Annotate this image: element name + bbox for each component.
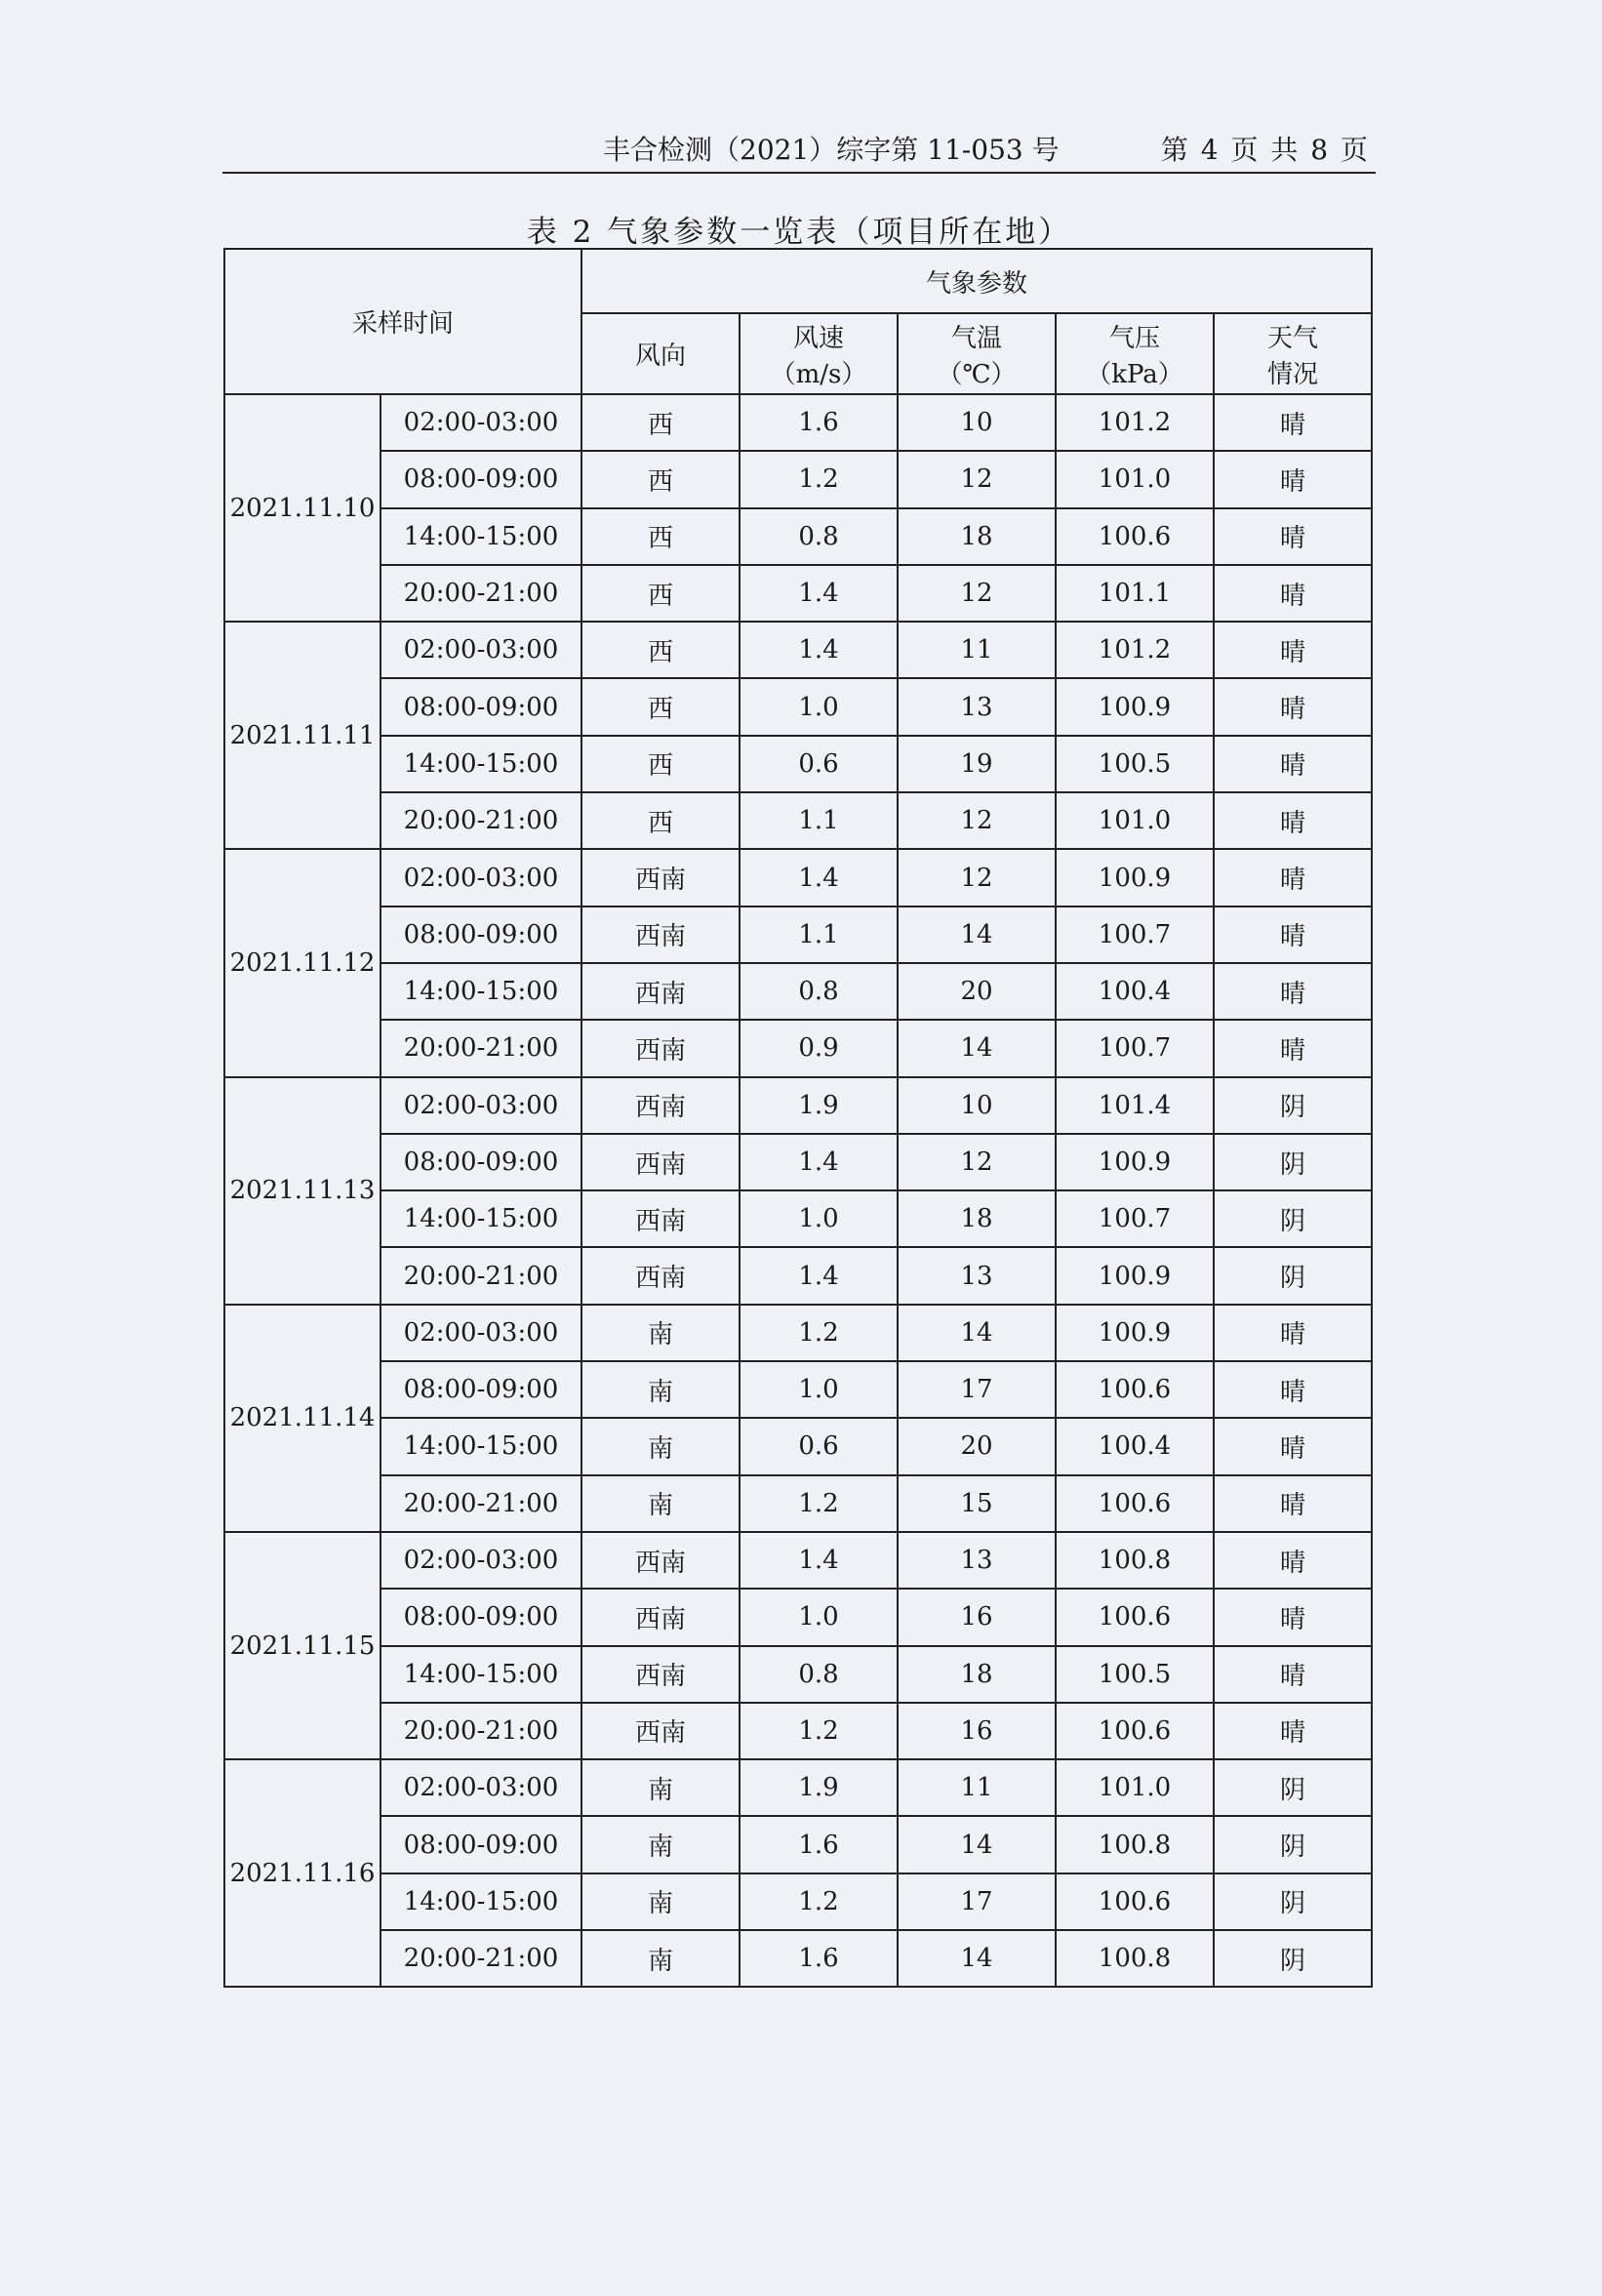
wind-direction-cell: 南 bbox=[581, 1759, 740, 1816]
wind-speed-cell: 1.0 bbox=[740, 678, 898, 735]
page-header bbox=[222, 125, 1376, 174]
date-cell: 2021.11.12 bbox=[224, 849, 380, 1076]
date-cell: 2021.11.16 bbox=[224, 1759, 380, 1987]
meteorological-table bbox=[223, 248, 1373, 1988]
header-temperature bbox=[898, 313, 1056, 394]
time-cell: 20:00-21:00 bbox=[380, 792, 581, 849]
temperature-cell: 17 bbox=[898, 1873, 1056, 1930]
time-cell: 08:00-09:00 bbox=[380, 1134, 581, 1190]
wind-speed-cell: 1.4 bbox=[740, 849, 898, 906]
wind-speed-cell: 0.8 bbox=[740, 963, 898, 1020]
table-row bbox=[224, 1475, 1372, 1532]
temperature-cell: 18 bbox=[898, 1190, 1056, 1247]
weather-cell: 晴 bbox=[1214, 1646, 1372, 1703]
table-row bbox=[224, 1816, 1372, 1873]
temperature-cell: 14 bbox=[898, 1816, 1056, 1873]
temperature-cell: 20 bbox=[898, 963, 1056, 1020]
wind-direction-cell: 西 bbox=[581, 451, 740, 507]
wind-speed-cell: 1.4 bbox=[740, 622, 898, 678]
header-meteorological-params: 气象参数 bbox=[581, 249, 1372, 313]
time-cell: 14:00-15:00 bbox=[380, 736, 581, 792]
weather-cell: 晴 bbox=[1214, 394, 1372, 451]
wind-speed-cell: 1.9 bbox=[740, 1077, 898, 1134]
wind-speed-cell: 0.9 bbox=[740, 1020, 898, 1076]
wind-speed-cell: 1.6 bbox=[740, 1816, 898, 1873]
pressure-cell: 100.9 bbox=[1056, 1247, 1214, 1304]
pressure-cell: 101.2 bbox=[1056, 622, 1214, 678]
pressure-label: 气压 bbox=[1108, 323, 1160, 353]
table-row bbox=[224, 792, 1372, 849]
weather-cell: 阴 bbox=[1214, 1077, 1372, 1134]
wind-direction-cell: 西南 bbox=[581, 1532, 740, 1589]
wind-direction-cell: 西南 bbox=[581, 1247, 740, 1304]
weather-cell: 晴 bbox=[1214, 508, 1372, 565]
wind-direction-cell: 西南 bbox=[581, 1646, 740, 1703]
weather-cell: 晴 bbox=[1214, 906, 1372, 963]
pressure-cell: 100.5 bbox=[1056, 1646, 1214, 1703]
weather-cell: 晴 bbox=[1214, 1532, 1372, 1589]
time-cell: 14:00-15:00 bbox=[380, 1873, 581, 1930]
weather-cell: 晴 bbox=[1214, 1475, 1372, 1532]
wind-speed-cell: 1.4 bbox=[740, 1134, 898, 1190]
temperature-cell: 18 bbox=[898, 508, 1056, 565]
wind-direction-cell: 西南 bbox=[581, 1077, 740, 1134]
time-cell: 20:00-21:00 bbox=[380, 1020, 581, 1076]
pressure-cell: 100.8 bbox=[1056, 1930, 1214, 1987]
wind-direction-cell: 南 bbox=[581, 1305, 740, 1361]
time-cell: 14:00-15:00 bbox=[380, 1646, 581, 1703]
weather-cell: 阴 bbox=[1214, 1134, 1372, 1190]
wind-direction-cell: 南 bbox=[581, 1475, 740, 1532]
pressure-cell: 101.0 bbox=[1056, 451, 1214, 507]
time-cell: 08:00-09:00 bbox=[380, 906, 581, 963]
weather-cell: 阴 bbox=[1214, 1816, 1372, 1873]
table-row bbox=[224, 1134, 1372, 1190]
wind-direction-cell: 南 bbox=[581, 1930, 740, 1987]
weather-cell: 晴 bbox=[1214, 622, 1372, 678]
weather-cell: 晴 bbox=[1214, 678, 1372, 735]
pressure-cell: 101.0 bbox=[1056, 792, 1214, 849]
temperature-cell: 10 bbox=[898, 394, 1056, 451]
pressure-cell: 100.6 bbox=[1056, 1475, 1214, 1532]
weather-cell: 阴 bbox=[1214, 1873, 1372, 1930]
wind-speed-cell: 0.6 bbox=[740, 736, 898, 792]
date-cell: 2021.11.14 bbox=[224, 1305, 380, 1532]
time-cell: 02:00-03:00 bbox=[380, 394, 581, 451]
wind-speed-cell: 1.1 bbox=[740, 792, 898, 849]
time-cell: 02:00-03:00 bbox=[380, 849, 581, 906]
wind-direction-cell: 西 bbox=[581, 565, 740, 622]
time-cell: 02:00-03:00 bbox=[380, 1077, 581, 1134]
pressure-cell: 100.4 bbox=[1056, 963, 1214, 1020]
time-cell: 20:00-21:00 bbox=[380, 1247, 581, 1304]
weather-label-1: 天气 bbox=[1266, 323, 1318, 353]
pressure-cell: 100.7 bbox=[1056, 906, 1214, 963]
pressure-cell: 101.4 bbox=[1056, 1077, 1214, 1134]
temperature-cell: 12 bbox=[898, 565, 1056, 622]
weather-cell: 阴 bbox=[1214, 1190, 1372, 1247]
wind-speed-cell: 1.2 bbox=[740, 451, 898, 507]
wind-direction-cell: 南 bbox=[581, 1873, 740, 1930]
weather-cell: 晴 bbox=[1214, 451, 1372, 507]
wind-speed-cell: 1.4 bbox=[740, 1532, 898, 1589]
table-row bbox=[224, 1077, 1372, 1134]
temperature-cell: 18 bbox=[898, 1646, 1056, 1703]
pressure-cell: 101.2 bbox=[1056, 394, 1214, 451]
wind-direction-cell: 西南 bbox=[581, 1589, 740, 1645]
table-row bbox=[224, 1532, 1372, 1589]
date-cell: 2021.11.15 bbox=[224, 1532, 380, 1759]
wind-speed-cell: 1.2 bbox=[740, 1873, 898, 1930]
wind-direction-cell: 西南 bbox=[581, 1020, 740, 1076]
pressure-cell: 100.6 bbox=[1056, 1589, 1214, 1645]
date-cell: 2021.11.10 bbox=[224, 394, 380, 622]
table-row bbox=[224, 565, 1372, 622]
wind-direction-cell: 西南 bbox=[581, 906, 740, 963]
pressure-cell: 100.9 bbox=[1056, 849, 1214, 906]
weather-cell: 晴 bbox=[1214, 1361, 1372, 1418]
pressure-unit: （kPa） bbox=[1086, 359, 1183, 389]
temperature-cell: 10 bbox=[898, 1077, 1056, 1134]
table-row bbox=[224, 1873, 1372, 1930]
pressure-cell: 100.6 bbox=[1056, 1703, 1214, 1759]
table-row bbox=[224, 963, 1372, 1020]
table-row bbox=[224, 1930, 1372, 1987]
table-row bbox=[224, 736, 1372, 792]
time-cell: 02:00-03:00 bbox=[380, 1759, 581, 1816]
pressure-cell: 101.1 bbox=[1056, 565, 1214, 622]
temperature-cell: 12 bbox=[898, 451, 1056, 507]
time-cell: 20:00-21:00 bbox=[380, 565, 581, 622]
wind-speed-cell: 0.8 bbox=[740, 1646, 898, 1703]
table-row bbox=[224, 1190, 1372, 1247]
time-cell: 20:00-21:00 bbox=[380, 1930, 581, 1987]
wind-direction-cell: 南 bbox=[581, 1816, 740, 1873]
pressure-cell: 100.8 bbox=[1056, 1816, 1214, 1873]
temperature-unit: （℃） bbox=[937, 359, 1017, 389]
wind-direction-cell: 西 bbox=[581, 792, 740, 849]
wind-direction-cell: 南 bbox=[581, 1361, 740, 1418]
header-wind-direction: 风向 bbox=[581, 313, 740, 394]
header-weather bbox=[1214, 313, 1372, 394]
temperature-cell: 14 bbox=[898, 1020, 1056, 1076]
table-row bbox=[224, 1361, 1372, 1418]
wind-speed-unit: （m/s） bbox=[770, 359, 867, 389]
temperature-cell: 11 bbox=[898, 622, 1056, 678]
time-cell: 08:00-09:00 bbox=[380, 1361, 581, 1418]
weather-cell: 晴 bbox=[1214, 963, 1372, 1020]
time-cell: 08:00-09:00 bbox=[380, 451, 581, 507]
weather-cell: 晴 bbox=[1214, 792, 1372, 849]
wind-direction-cell: 西 bbox=[581, 394, 740, 451]
wind-speed-cell: 1.2 bbox=[740, 1475, 898, 1532]
weather-cell: 晴 bbox=[1214, 1305, 1372, 1361]
table-body bbox=[224, 394, 1372, 1987]
pressure-cell: 100.8 bbox=[1056, 1532, 1214, 1589]
header-pressure bbox=[1056, 313, 1214, 394]
weather-cell: 阴 bbox=[1214, 1930, 1372, 1987]
temperature-cell: 13 bbox=[898, 1532, 1056, 1589]
time-cell: 08:00-09:00 bbox=[380, 1589, 581, 1645]
temperature-cell: 16 bbox=[898, 1703, 1056, 1759]
pressure-cell: 100.9 bbox=[1056, 678, 1214, 735]
weather-cell: 阴 bbox=[1214, 1247, 1372, 1304]
time-cell: 20:00-21:00 bbox=[380, 1475, 581, 1532]
table-row bbox=[224, 1305, 1372, 1361]
date-cell: 2021.11.11 bbox=[224, 622, 380, 849]
wind-direction-cell: 西南 bbox=[581, 1703, 740, 1759]
wind-speed-cell: 1.0 bbox=[740, 1361, 898, 1418]
table-row bbox=[224, 508, 1372, 565]
date-cell: 2021.11.13 bbox=[224, 1077, 380, 1305]
wind-speed-label: 风速 bbox=[792, 323, 844, 353]
pressure-cell: 100.6 bbox=[1056, 1361, 1214, 1418]
weather-cell: 晴 bbox=[1214, 565, 1372, 622]
header-wind-speed bbox=[740, 313, 898, 394]
pressure-cell: 100.7 bbox=[1056, 1020, 1214, 1076]
temperature-cell: 17 bbox=[898, 1361, 1056, 1418]
temperature-cell: 12 bbox=[898, 792, 1056, 849]
time-cell: 08:00-09:00 bbox=[380, 1816, 581, 1873]
pressure-cell: 100.9 bbox=[1056, 1134, 1214, 1190]
table-row bbox=[224, 906, 1372, 963]
wind-direction-cell: 西 bbox=[581, 622, 740, 678]
temperature-cell: 12 bbox=[898, 849, 1056, 906]
table-caption: 表 2 气象参数一览表（项目所在地） bbox=[526, 215, 1072, 250]
temperature-cell: 12 bbox=[898, 1134, 1056, 1190]
temperature-cell: 20 bbox=[898, 1418, 1056, 1474]
temperature-cell: 15 bbox=[898, 1475, 1056, 1532]
temperature-cell: 13 bbox=[898, 1247, 1056, 1304]
temperature-cell: 19 bbox=[898, 736, 1056, 792]
table-row bbox=[224, 394, 1372, 451]
pressure-cell: 100.5 bbox=[1056, 736, 1214, 792]
table-row bbox=[224, 1703, 1372, 1759]
wind-speed-cell: 0.6 bbox=[740, 1418, 898, 1474]
wind-speed-cell: 1.1 bbox=[740, 906, 898, 963]
table-row bbox=[224, 678, 1372, 735]
table-row bbox=[224, 1020, 1372, 1076]
time-cell: 14:00-15:00 bbox=[380, 963, 581, 1020]
temperature-cell: 13 bbox=[898, 678, 1056, 735]
time-cell: 14:00-15:00 bbox=[380, 1418, 581, 1474]
pressure-cell: 100.6 bbox=[1056, 508, 1214, 565]
pressure-cell: 100.6 bbox=[1056, 1873, 1214, 1930]
pressure-cell: 100.7 bbox=[1056, 1190, 1214, 1247]
weather-cell: 晴 bbox=[1214, 849, 1372, 906]
wind-speed-cell: 1.4 bbox=[740, 1247, 898, 1304]
table-row bbox=[224, 1646, 1372, 1703]
wind-speed-cell: 1.2 bbox=[740, 1703, 898, 1759]
weather-cell: 晴 bbox=[1214, 736, 1372, 792]
table-row bbox=[224, 1418, 1372, 1474]
wind-speed-cell: 1.4 bbox=[740, 565, 898, 622]
wind-speed-cell: 1.0 bbox=[740, 1190, 898, 1247]
table-row bbox=[224, 1247, 1372, 1304]
wind-speed-cell: 0.8 bbox=[740, 508, 898, 565]
pressure-cell: 100.4 bbox=[1056, 1418, 1214, 1474]
table-row bbox=[224, 622, 1372, 678]
pressure-cell: 101.0 bbox=[1056, 1759, 1214, 1816]
wind-speed-cell: 1.6 bbox=[740, 394, 898, 451]
time-cell: 14:00-15:00 bbox=[380, 1190, 581, 1247]
time-cell: 08:00-09:00 bbox=[380, 678, 581, 735]
weather-cell: 晴 bbox=[1214, 1020, 1372, 1076]
table-row bbox=[224, 1759, 1372, 1816]
wind-direction-cell: 西 bbox=[581, 678, 740, 735]
wind-direction-cell: 西 bbox=[581, 508, 740, 565]
temperature-cell: 16 bbox=[898, 1589, 1056, 1645]
wind-direction-cell: 西 bbox=[581, 736, 740, 792]
weather-cell: 晴 bbox=[1214, 1589, 1372, 1645]
time-cell: 20:00-21:00 bbox=[380, 1703, 581, 1759]
time-cell: 02:00-03:00 bbox=[380, 1532, 581, 1589]
time-cell: 02:00-03:00 bbox=[380, 622, 581, 678]
header-sampling-time: 采样时间 bbox=[224, 249, 581, 394]
wind-direction-cell: 西南 bbox=[581, 849, 740, 906]
wind-speed-cell: 1.6 bbox=[740, 1930, 898, 1987]
temperature-cell: 14 bbox=[898, 1930, 1056, 1987]
table-row bbox=[224, 451, 1372, 507]
wind-direction-cell: 西南 bbox=[581, 1134, 740, 1190]
weather-cell: 晴 bbox=[1214, 1703, 1372, 1759]
temperature-label: 气温 bbox=[950, 323, 1002, 353]
table-row bbox=[224, 1589, 1372, 1645]
wind-speed-cell: 1.2 bbox=[740, 1305, 898, 1361]
weather-label-2: 情况 bbox=[1266, 359, 1318, 389]
report-number: 丰合检测（2021）综字第 11-053 号 bbox=[603, 134, 1060, 166]
wind-direction-cell: 西南 bbox=[581, 963, 740, 1020]
wind-direction-cell: 西南 bbox=[581, 1190, 740, 1247]
time-cell: 02:00-03:00 bbox=[380, 1305, 581, 1361]
weather-cell: 阴 bbox=[1214, 1759, 1372, 1816]
temperature-cell: 14 bbox=[898, 906, 1056, 963]
pressure-cell: 100.9 bbox=[1056, 1305, 1214, 1361]
weather-cell: 晴 bbox=[1214, 1418, 1372, 1474]
temperature-cell: 14 bbox=[898, 1305, 1056, 1361]
wind-direction-cell: 南 bbox=[581, 1418, 740, 1474]
time-cell: 14:00-15:00 bbox=[380, 508, 581, 565]
wind-speed-cell: 1.0 bbox=[740, 1589, 898, 1645]
wind-speed-cell: 1.9 bbox=[740, 1759, 898, 1816]
temperature-cell: 11 bbox=[898, 1759, 1056, 1816]
table-row bbox=[224, 849, 1372, 906]
page-number: 第 4 页 共 8 页 bbox=[1160, 134, 1370, 166]
